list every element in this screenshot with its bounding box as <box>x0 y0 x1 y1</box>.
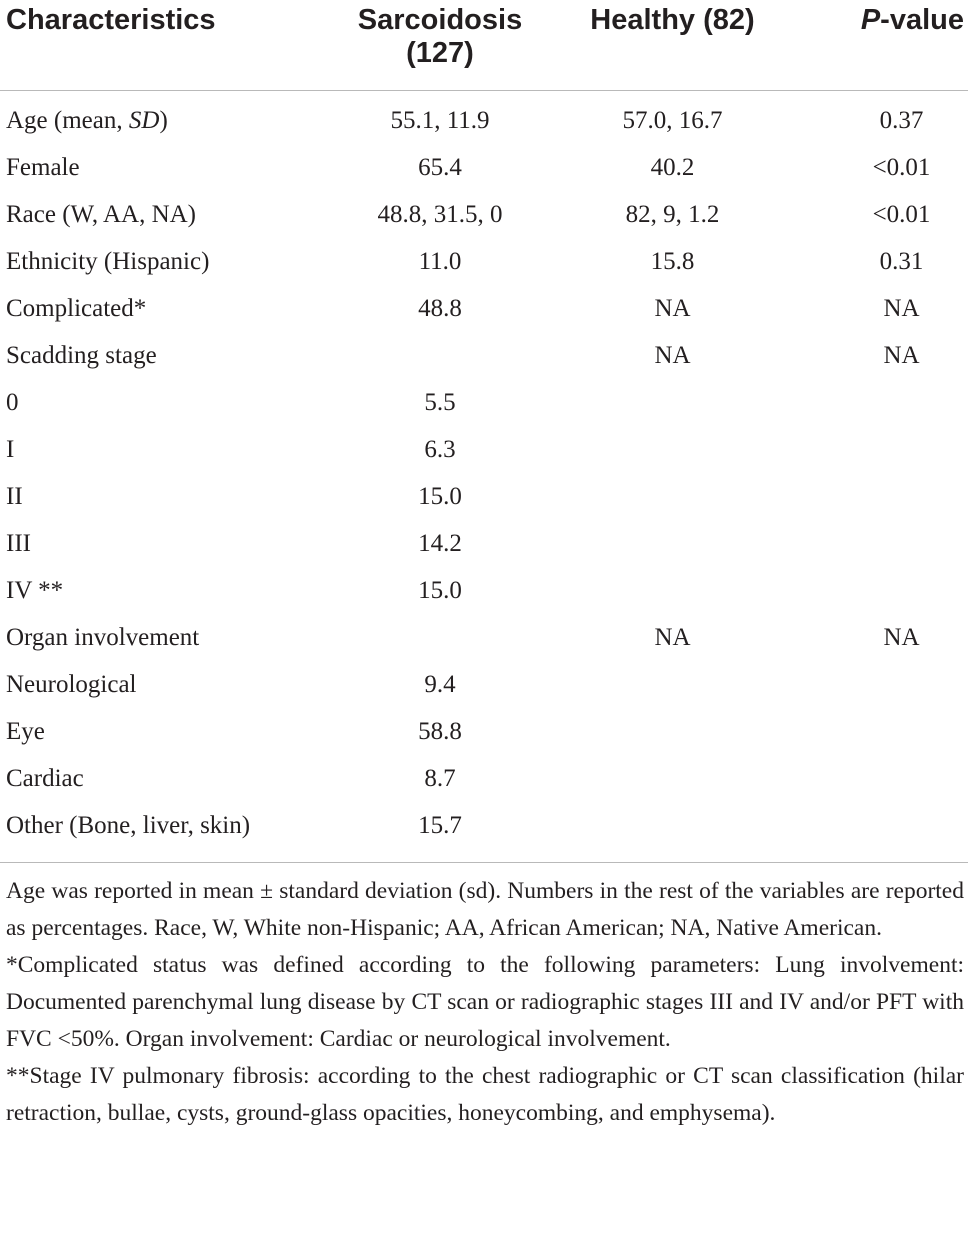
row-label-text: Female <box>6 154 80 181</box>
table-row <box>0 661 968 708</box>
row-label-after: ) <box>159 107 168 134</box>
cell-pvalue: NA <box>883 624 920 651</box>
header-pvalue-italic: P <box>860 4 881 36</box>
cell-pvalue: 0.37 <box>879 107 924 134</box>
cell-healthy: NA <box>654 342 691 369</box>
row-label-text: Age (mean, <box>6 107 129 134</box>
row-label <box>0 285 330 332</box>
cell-pvalue: <0.01 <box>872 201 931 228</box>
table-header <box>0 0 968 91</box>
cell-healthy <box>550 802 795 855</box>
row-label <box>0 567 330 614</box>
cell-pvalue <box>795 708 968 755</box>
table-row <box>0 426 968 473</box>
table-body <box>0 91 968 856</box>
row-label-text: II <box>6 483 23 510</box>
table-row <box>0 144 968 191</box>
cell-healthy: 15.8 <box>650 248 695 275</box>
row-label-text: IV ** <box>6 577 64 604</box>
header-healthy <box>550 0 795 91</box>
cell-sarcoidosis: 6.3 <box>424 436 456 463</box>
cell-pvalue: 0.31 <box>879 248 924 275</box>
row-label-italic: SD <box>128 107 160 134</box>
cell-sarcoidosis: 15.0 <box>418 483 462 510</box>
cell-healthy: 57.0, 16.7 <box>622 107 723 134</box>
cell-sarcoidosis: 8.7 <box>424 765 456 792</box>
row-label-text: Neurological <box>6 671 137 698</box>
table-row <box>0 708 968 755</box>
row-label <box>0 520 330 567</box>
cell-pvalue: <0.01 <box>872 154 931 181</box>
table-row <box>0 379 968 426</box>
cell-healthy: 82, 9, 1.2 <box>625 201 720 228</box>
cell-healthy <box>550 755 795 802</box>
row-label <box>0 708 330 755</box>
header-healthy-label: Healthy (82) <box>590 4 755 36</box>
row-label <box>0 379 330 426</box>
table-row <box>0 614 968 661</box>
row-label-text: Race (W, AA, NA) <box>6 201 197 228</box>
header-characteristics-label: Characteristics <box>6 4 216 36</box>
row-label <box>0 614 330 661</box>
table-row <box>0 285 968 332</box>
cell-sarcoidosis: 48.8 <box>418 295 462 322</box>
cell-healthy <box>550 473 795 520</box>
table-row <box>0 802 968 855</box>
table-row <box>0 567 968 614</box>
table-row <box>0 473 968 520</box>
row-label <box>0 144 330 191</box>
row-label <box>0 426 330 473</box>
header-pvalue <box>795 0 968 91</box>
row-label <box>0 661 330 708</box>
cell-sarcoidosis <box>330 332 550 379</box>
cell-pvalue <box>795 379 968 426</box>
header-sarcoidosis-line2: (127) <box>406 37 474 69</box>
cell-pvalue <box>795 567 968 614</box>
header-characteristics <box>0 0 330 91</box>
cell-sarcoidosis: 15.7 <box>418 812 462 839</box>
cell-healthy <box>550 426 795 473</box>
cell-healthy <box>550 661 795 708</box>
row-label-text: Cardiac <box>6 765 84 792</box>
header-sarcoidosis-line1: Sarcoidosis <box>357 4 523 36</box>
row-label-text: Eye <box>6 718 45 745</box>
cell-pvalue <box>795 661 968 708</box>
cell-pvalue: NA <box>883 295 920 322</box>
cell-sarcoidosis: 48.8, 31.5, 0 <box>377 201 503 228</box>
cell-sarcoidosis: 5.5 <box>424 389 456 416</box>
row-label-text: III <box>6 530 31 557</box>
cell-healthy <box>550 567 795 614</box>
table-row <box>0 191 968 238</box>
cell-sarcoidosis: 11.0 <box>418 248 462 275</box>
cell-healthy: 40.2 <box>650 154 695 181</box>
row-label <box>0 91 330 145</box>
row-label <box>0 802 330 855</box>
table-footnotes <box>0 862 968 1132</box>
row-label <box>0 332 330 379</box>
row-label-text: Other (Bone, liver, skin) <box>6 812 251 839</box>
table-row <box>0 520 968 567</box>
row-label <box>0 191 330 238</box>
row-label-text: Ethnicity (Hispanic) <box>6 248 210 275</box>
cell-pvalue <box>795 755 968 802</box>
table-row <box>0 238 968 285</box>
cell-healthy <box>550 379 795 426</box>
cell-healthy: NA <box>654 624 691 651</box>
table-row <box>0 755 968 802</box>
row-label-text: Organ involvement <box>6 624 200 651</box>
row-label-text: I <box>6 436 15 463</box>
cell-sarcoidosis: 14.2 <box>418 530 462 557</box>
row-label-text: Scadding stage <box>6 342 157 369</box>
cell-sarcoidosis <box>330 614 550 661</box>
cell-pvalue <box>795 520 968 567</box>
cell-sarcoidosis: 55.1, 11.9 <box>390 107 490 134</box>
footnote-abbreviations: Age was reported in mean ± standard deviation (sd). Numbers in the rest of the variables are reported as percentages. Race, W, White non-Hispanic; AA, African American; NA, Native American. <box>6 878 964 941</box>
cell-pvalue: NA <box>883 342 920 369</box>
cell-sarcoidosis: 58.8 <box>418 718 462 745</box>
row-label <box>0 473 330 520</box>
header-pvalue-rest: -value <box>880 4 964 36</box>
cell-sarcoidosis: 65.4 <box>418 154 462 181</box>
row-label <box>0 755 330 802</box>
row-label-text: 0 <box>6 389 19 416</box>
header-row <box>0 0 968 91</box>
cell-healthy <box>550 520 795 567</box>
cell-sarcoidosis: 15.0 <box>418 577 462 604</box>
cell-healthy <box>550 708 795 755</box>
cell-sarcoidosis: 9.4 <box>424 671 456 698</box>
table-row <box>0 91 968 145</box>
cell-pvalue <box>795 802 968 855</box>
cell-healthy: NA <box>654 295 691 322</box>
table-row <box>0 332 968 379</box>
cell-pvalue <box>795 473 968 520</box>
footnote-complicated: *Complicated status was defined according to the following parameters: Lung involvement: Documented parenchymal lung disease by CT scan or radiographic stages III and IV and/or PFT with FVC <50%. Organ involvement: Cardiac or neurological involvement. <box>6 952 964 1052</box>
header-sarcoidosis <box>330 0 550 91</box>
row-label-text: Complicated* <box>6 295 147 322</box>
cell-pvalue <box>795 426 968 473</box>
footnote-stage-iv: **Stage IV pulmonary fibrosis: according to the chest radiographic or CT scan classification (hilar retraction, bullae, cysts, ground-glass opacities, honeycombing, and emphysema). <box>6 1063 964 1126</box>
row-label <box>0 238 330 285</box>
